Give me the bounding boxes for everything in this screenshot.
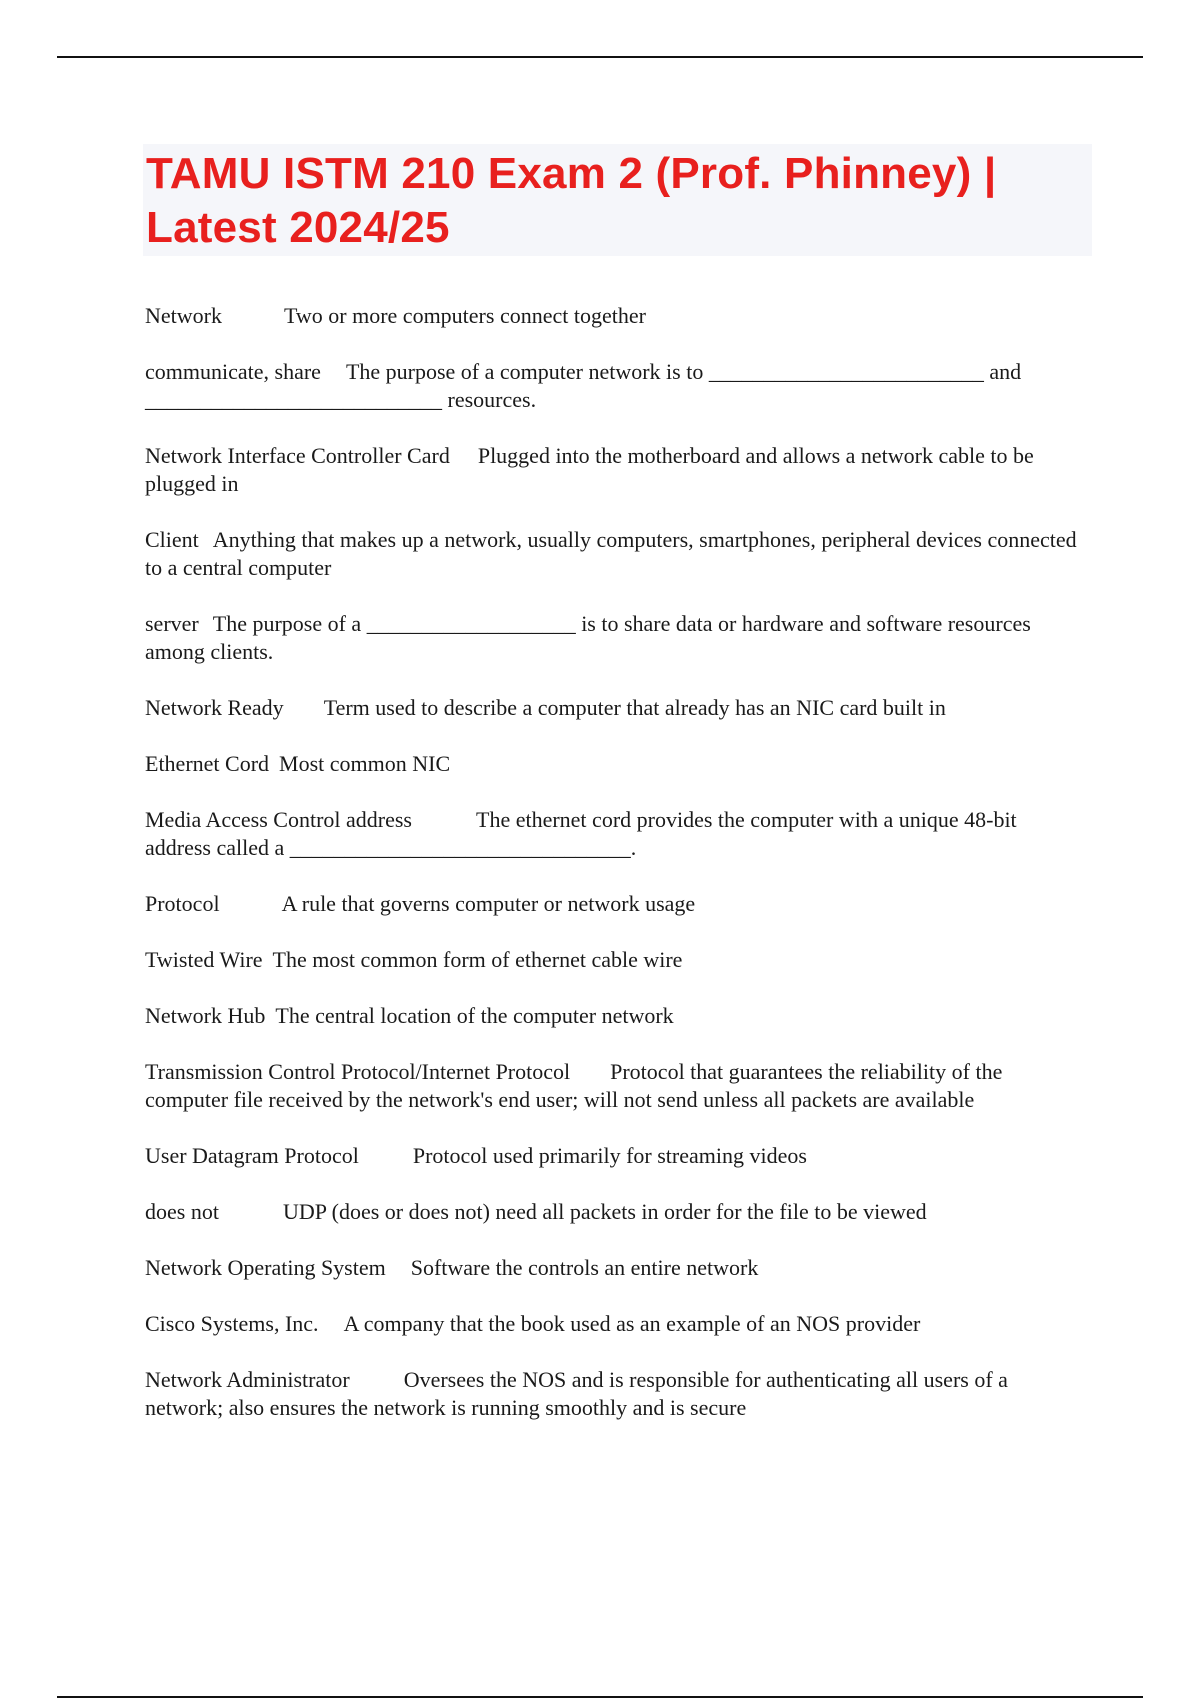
card-definition: A rule that governs computer or network usage [281, 891, 696, 916]
card-term: Network Interface Controller Card [145, 443, 450, 468]
title-banner [143, 144, 1092, 256]
card-term: User Datagram Protocol [145, 1143, 359, 1168]
top-rule [57, 56, 1143, 58]
flashcard [145, 1310, 1085, 1338]
flashcard [145, 750, 1085, 778]
card-definition: Protocol used primarily for streaming videos [412, 1143, 807, 1168]
flashcard [145, 302, 1085, 330]
card-term: does not [145, 1199, 219, 1224]
card-definition: Software the controls an entire network [410, 1255, 759, 1280]
flashcard [145, 1366, 1085, 1422]
card-term: Network Administrator [145, 1367, 350, 1392]
card-definition: Oversees the NOS and is responsible for authenticating all users of a network; also ensures the network is running smoothly and is secure [145, 1367, 1008, 1420]
card-term: communicate, share [145, 359, 321, 384]
card-term: Network Ready [145, 695, 284, 720]
card-term: Ethernet Cord [145, 751, 270, 776]
card-term: Network [145, 303, 222, 328]
document-title: TAMU ISTM 210 Exam 2 (Prof. Phinney) | Latest 2024/25 [146, 149, 997, 252]
card-definition: The central location of the computer network [275, 1003, 674, 1028]
card-definition: The ethernet cord provides the computer with a unique 48-bit address called a _______________________________. [145, 807, 1017, 860]
card-definition: Most common NIC [279, 751, 451, 776]
card-term: Media Access Control address [145, 807, 412, 832]
flashcard [145, 358, 1085, 414]
flashcard [145, 442, 1085, 498]
card-definition: The purpose of a ___________________ is to share data or hardware and software resources among clients. [145, 611, 1031, 664]
card-definition: A company that the book used as an example of an NOS provider [343, 1311, 921, 1336]
card-definition: Anything that makes up a network, usually computers, smartphones, peripheral devices connected to a central computer [145, 527, 1077, 580]
flashcard-list [145, 302, 1085, 1450]
flashcard [145, 694, 1085, 722]
card-term: Network Hub [145, 1003, 266, 1028]
card-term: Cisco Systems, Inc. [145, 1311, 319, 1336]
card-term: server [145, 611, 199, 636]
flashcard [145, 1198, 1085, 1226]
card-definition: The purpose of a computer network is to _________________________ and ___________________________ resources. [145, 359, 1022, 412]
card-term: Protocol [145, 891, 220, 916]
flashcard [145, 526, 1085, 582]
card-definition: Protocol that guarantees the reliability of the computer file received by the network's end user; will not send unless all packets are available [145, 1059, 1003, 1112]
flashcard [145, 1058, 1085, 1114]
flashcard [145, 946, 1085, 974]
flashcard [145, 1002, 1085, 1030]
card-definition: UDP (does or does not) need all packets in order for the file to be viewed [282, 1199, 927, 1224]
card-definition: Plugged into the motherboard and allows a network cable to be plugged in [145, 443, 1034, 496]
flashcard [145, 1254, 1085, 1282]
flashcard [145, 890, 1085, 918]
flashcard [145, 1142, 1085, 1170]
card-term: Twisted Wire [145, 947, 263, 972]
card-definition: Two or more computers connect together [283, 303, 646, 328]
flashcard [145, 806, 1085, 862]
bottom-rule [57, 1696, 1143, 1698]
card-definition: Term used to describe a computer that already has an NIC card built in [323, 695, 946, 720]
card-term: Network Operating System [145, 1255, 386, 1280]
card-term: Client [145, 527, 199, 552]
flashcard [145, 610, 1085, 666]
card-term: Transmission Control Protocol/Internet Protocol [145, 1059, 571, 1084]
card-definition: The most common form of ethernet cable wire [272, 947, 683, 972]
